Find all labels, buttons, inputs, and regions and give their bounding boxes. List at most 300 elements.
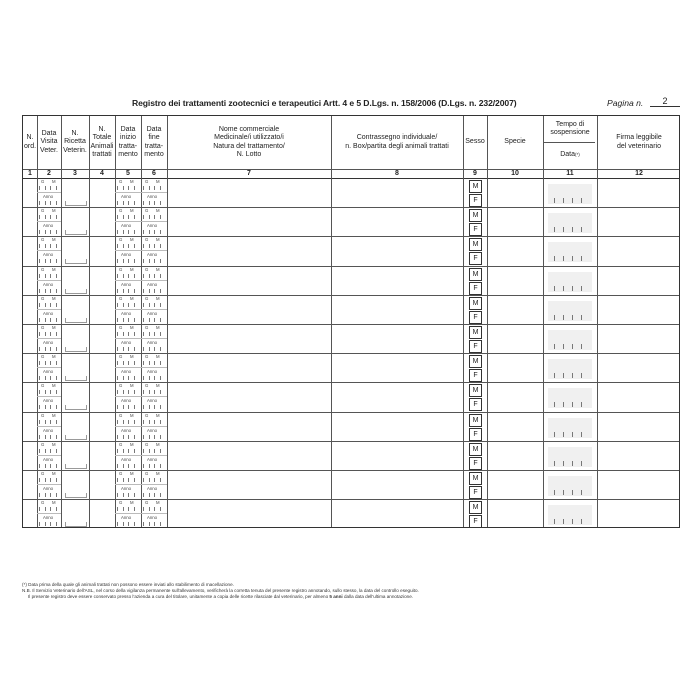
date-tick xyxy=(143,318,144,322)
sex-male-box[interactable]: M xyxy=(469,414,482,427)
month-label: M xyxy=(130,237,134,243)
date-mid-line xyxy=(37,455,61,456)
date-tick xyxy=(154,201,155,205)
col-header-data-sospensione xyxy=(543,142,597,169)
date-tick xyxy=(128,435,129,439)
sex-female-box[interactable]: F xyxy=(469,428,482,441)
date-tick xyxy=(45,289,46,293)
date-mid-line xyxy=(115,250,141,251)
month-label: M xyxy=(156,441,160,447)
date-tick xyxy=(117,376,118,380)
date-tick xyxy=(50,347,51,351)
date-tick xyxy=(39,507,40,511)
date-tick xyxy=(39,435,40,439)
ricetta-bracket xyxy=(65,201,87,206)
sex-female-box[interactable]: F xyxy=(469,398,482,411)
data-sospensione-sup: (*) xyxy=(575,152,580,158)
date-tick xyxy=(39,478,40,482)
date-tick xyxy=(56,507,57,511)
date-tick xyxy=(128,244,129,248)
date-tick xyxy=(134,361,135,365)
header-bottom-line xyxy=(23,169,679,170)
suspension-tick xyxy=(581,490,582,495)
date-tick xyxy=(128,347,129,351)
date-mid-line xyxy=(115,192,141,193)
date-tick xyxy=(143,435,144,439)
month-label: M xyxy=(156,266,160,272)
col-number-2: 2 xyxy=(47,170,51,177)
col-number-4: 4 xyxy=(100,170,104,177)
date-tick xyxy=(149,201,150,205)
sex-female-box[interactable]: F xyxy=(469,515,482,528)
year-label: Anno xyxy=(147,310,158,316)
sex-female-box[interactable]: F xyxy=(469,223,482,236)
col-number-6: 6 xyxy=(152,170,156,177)
day-label: G xyxy=(119,412,123,418)
date-tick xyxy=(149,478,150,482)
column-divider xyxy=(487,116,488,527)
date-mid-line xyxy=(115,338,141,339)
date-tick xyxy=(50,289,51,293)
date-tick xyxy=(128,201,129,205)
month-label: M xyxy=(130,179,134,184)
date-tick xyxy=(56,464,57,468)
suspension-tick xyxy=(563,227,564,232)
date-tick xyxy=(143,522,144,526)
date-tick xyxy=(143,186,144,190)
date-mid-line xyxy=(141,221,167,222)
date-tick xyxy=(50,449,51,453)
date-tick xyxy=(128,303,129,307)
footnote-3 xyxy=(22,594,680,600)
suspension-tick xyxy=(581,402,582,407)
suspension-tick xyxy=(554,519,555,524)
suspension-tick xyxy=(581,461,582,466)
date-tick xyxy=(39,390,40,394)
date-tick xyxy=(117,259,118,263)
sex-male-box[interactable]: M xyxy=(469,443,482,456)
date-tick xyxy=(117,405,118,409)
date-mid-line xyxy=(141,513,167,514)
year-label: Anno xyxy=(147,369,158,375)
sex-male-box[interactable]: M xyxy=(469,501,482,514)
month-label: M xyxy=(130,266,134,272)
date-tick xyxy=(50,201,51,205)
ricetta-bracket xyxy=(65,259,87,264)
date-mid-line xyxy=(141,367,167,368)
date-mid-line xyxy=(141,280,167,281)
year-label: Anno xyxy=(43,427,54,433)
column-divider xyxy=(37,116,38,527)
ricetta-bracket xyxy=(65,493,87,498)
date-tick xyxy=(128,507,129,511)
date-tick xyxy=(143,361,144,365)
date-tick xyxy=(39,274,40,278)
suspension-tick xyxy=(563,344,564,349)
column-divider xyxy=(597,116,598,527)
col-number-9: 9 xyxy=(473,170,477,177)
title-row xyxy=(22,98,680,112)
column-divider xyxy=(61,116,62,527)
day-label: G xyxy=(119,266,123,272)
date-tick xyxy=(50,435,51,439)
date-tick xyxy=(117,230,118,234)
register-title: Registro dei trattamenti zootecnici e terapeutici Artt. 4 e 5 D.Lgs. n. 158/2006 (D.Lgs. n. 232/2007) xyxy=(132,98,517,108)
suspension-tick xyxy=(572,344,573,349)
ricetta-bracket xyxy=(65,435,87,440)
date-tick xyxy=(39,361,40,365)
month-label: M xyxy=(52,295,56,301)
date-tick xyxy=(154,230,155,234)
footnotes xyxy=(22,582,680,601)
date-tick xyxy=(160,215,161,219)
date-tick xyxy=(50,332,51,336)
sex-female-box[interactable]: F xyxy=(469,311,482,324)
date-tick xyxy=(154,318,155,322)
day-label: G xyxy=(119,179,123,184)
date-tick xyxy=(56,186,57,190)
day-label: G xyxy=(41,441,45,447)
date-tick xyxy=(117,318,118,322)
date-tick xyxy=(45,420,46,424)
month-label: M xyxy=(156,412,160,418)
date-tick xyxy=(56,244,57,248)
sex-male-box[interactable]: M xyxy=(469,326,482,339)
date-tick xyxy=(39,289,40,293)
date-tick xyxy=(134,201,135,205)
date-tick xyxy=(39,318,40,322)
date-tick xyxy=(149,244,150,248)
suspension-tick xyxy=(581,198,582,203)
sex-male-box[interactable]: M xyxy=(469,355,482,368)
date-tick xyxy=(117,420,118,424)
date-tick xyxy=(39,215,40,219)
year-label: Anno xyxy=(121,281,132,287)
ricetta-bracket xyxy=(65,289,87,294)
date-tick xyxy=(134,332,135,336)
date-mid-line xyxy=(115,221,141,222)
suspension-tick xyxy=(563,315,564,320)
col-header-contrassegno: Contrassegno individuale/ n. Box/partita degli animali trattati xyxy=(345,134,449,150)
sex-male-box[interactable]: M xyxy=(469,472,482,485)
day-label: G xyxy=(145,237,149,243)
date-tick xyxy=(160,464,161,468)
col-header-firma: Firma leggibile del veterinario xyxy=(616,134,662,150)
page-number-field[interactable]: 2 xyxy=(650,96,680,107)
date-tick xyxy=(160,493,161,497)
date-tick xyxy=(45,435,46,439)
date-tick xyxy=(123,230,124,234)
date-tick xyxy=(45,215,46,219)
date-tick xyxy=(160,274,161,278)
date-tick xyxy=(45,332,46,336)
suspension-tick xyxy=(572,519,573,524)
date-tick xyxy=(117,478,118,482)
date-mid-line xyxy=(37,309,61,310)
suspension-tick xyxy=(554,198,555,203)
suspension-tick xyxy=(572,461,573,466)
date-tick xyxy=(134,244,135,248)
date-tick xyxy=(154,259,155,263)
month-label: M xyxy=(130,471,134,476)
date-tick xyxy=(128,361,129,365)
date-tick xyxy=(56,361,57,365)
year-label: Anno xyxy=(121,515,132,521)
date-tick xyxy=(134,405,135,409)
day-label: G xyxy=(145,412,149,418)
suspension-tick xyxy=(563,432,564,437)
date-tick xyxy=(56,230,57,234)
sex-male-box[interactable]: M xyxy=(469,384,482,397)
sex-male-box[interactable]: M xyxy=(469,268,482,281)
date-tick xyxy=(128,274,129,278)
date-tick xyxy=(39,522,40,526)
date-tick xyxy=(160,478,161,482)
date-mid-line xyxy=(141,484,167,485)
suspension-tick xyxy=(572,315,573,320)
month-label: M xyxy=(130,441,134,447)
suspension-tick xyxy=(581,519,582,524)
date-tick xyxy=(123,449,124,453)
sex-female-box[interactable]: F xyxy=(469,457,482,470)
date-mid-line xyxy=(141,455,167,456)
suspension-tick xyxy=(554,373,555,378)
date-tick xyxy=(143,478,144,482)
footnote-1: (*) Data prima della quale gli animali trattati non possono essere inviati allo stabilimento di macellazione. xyxy=(22,582,234,587)
sex-male-box[interactable]: M xyxy=(469,238,482,251)
col-header-data-fine: Data fine tratta- mento xyxy=(144,126,164,158)
date-tick xyxy=(45,201,46,205)
month-label: M xyxy=(156,295,160,301)
col-header-ricetta: N. Ricetta Veterin. xyxy=(63,130,87,154)
date-tick xyxy=(149,230,150,234)
date-tick xyxy=(134,259,135,263)
date-tick xyxy=(149,390,150,394)
date-tick xyxy=(160,507,161,511)
suspension-tick xyxy=(554,490,555,495)
date-tick xyxy=(143,230,144,234)
date-tick xyxy=(39,420,40,424)
day-label: G xyxy=(41,208,45,214)
column-divider xyxy=(463,116,464,527)
date-tick xyxy=(123,376,124,380)
date-tick xyxy=(154,186,155,190)
date-mid-line xyxy=(115,484,141,485)
date-tick xyxy=(123,390,124,394)
suspension-tick xyxy=(554,461,555,466)
date-tick xyxy=(128,464,129,468)
date-tick xyxy=(123,332,124,336)
month-label: M xyxy=(156,500,160,506)
date-tick xyxy=(134,347,135,351)
date-tick xyxy=(143,274,144,278)
date-tick xyxy=(123,259,124,263)
ricetta-bracket xyxy=(65,376,87,381)
date-tick xyxy=(50,464,51,468)
register-sheet xyxy=(22,96,680,600)
suspension-tick xyxy=(563,286,564,291)
date-mid-line xyxy=(37,280,61,281)
day-label: G xyxy=(145,500,149,506)
year-label: Anno xyxy=(121,194,132,199)
date-tick xyxy=(160,376,161,380)
month-label: M xyxy=(52,441,56,447)
date-tick xyxy=(149,464,150,468)
date-tick xyxy=(56,478,57,482)
day-label: G xyxy=(41,383,45,389)
date-tick xyxy=(39,405,40,409)
date-tick xyxy=(45,522,46,526)
suspension-tick xyxy=(563,256,564,261)
month-label: M xyxy=(130,208,134,214)
date-tick xyxy=(128,420,129,424)
year-label: Anno xyxy=(147,340,158,345)
year-label: Anno xyxy=(43,486,54,491)
suspension-tick xyxy=(581,315,582,320)
date-tick xyxy=(154,420,155,424)
date-tick xyxy=(134,435,135,439)
sex-female-box[interactable]: F xyxy=(469,252,482,265)
year-label: Anno xyxy=(147,427,158,433)
day-label: G xyxy=(119,383,123,389)
date-mid-line xyxy=(115,513,141,514)
date-tick xyxy=(149,259,150,263)
year-label: Anno xyxy=(121,369,132,375)
sex-male-box[interactable]: M xyxy=(469,209,482,222)
date-tick xyxy=(123,464,124,468)
sex-female-box[interactable]: F xyxy=(469,340,482,353)
day-label: G xyxy=(145,354,149,360)
day-label: G xyxy=(41,500,45,506)
col-number-7: 7 xyxy=(247,170,251,177)
suspension-tick xyxy=(572,227,573,232)
date-tick xyxy=(128,230,129,234)
sex-male-box[interactable]: M xyxy=(469,297,482,310)
column-divider xyxy=(543,116,544,527)
suspension-tick xyxy=(563,519,564,524)
date-tick xyxy=(56,347,57,351)
suspension-tick xyxy=(563,373,564,378)
day-label: G xyxy=(145,441,149,447)
date-tick xyxy=(56,201,57,205)
date-tick xyxy=(134,318,135,322)
date-mid-line xyxy=(141,426,167,427)
date-tick xyxy=(56,376,57,380)
sex-female-box[interactable]: F xyxy=(469,486,482,499)
sex-female-box[interactable]: F xyxy=(469,369,482,382)
date-mid-line xyxy=(37,484,61,485)
suspension-tick xyxy=(554,402,555,407)
date-tick xyxy=(50,507,51,511)
date-tick xyxy=(160,259,161,263)
date-tick xyxy=(154,435,155,439)
date-mid-line xyxy=(115,280,141,281)
month-label: M xyxy=(156,208,160,214)
date-tick xyxy=(50,244,51,248)
date-tick xyxy=(56,303,57,307)
day-label: G xyxy=(145,383,149,389)
date-tick xyxy=(149,186,150,190)
month-label: M xyxy=(130,295,134,301)
sex-male-box[interactable]: M xyxy=(469,180,482,193)
date-tick xyxy=(117,464,118,468)
year-label: Anno xyxy=(121,486,132,491)
ricetta-bracket xyxy=(65,405,87,410)
date-mid-line xyxy=(37,338,61,339)
date-tick xyxy=(143,390,144,394)
date-tick xyxy=(39,244,40,248)
date-tick xyxy=(39,259,40,263)
date-tick xyxy=(149,303,150,307)
date-tick xyxy=(128,289,129,293)
date-tick xyxy=(143,464,144,468)
month-label: M xyxy=(52,325,56,330)
date-mid-line xyxy=(141,338,167,339)
date-tick xyxy=(154,289,155,293)
date-tick xyxy=(50,303,51,307)
date-tick xyxy=(154,493,155,497)
col-number-12: 12 xyxy=(635,170,643,177)
col-number-11: 11 xyxy=(566,170,574,177)
date-tick xyxy=(149,376,150,380)
day-label: G xyxy=(145,266,149,272)
year-label: Anno xyxy=(43,456,54,462)
date-tick xyxy=(128,318,129,322)
year-label: Anno xyxy=(147,486,158,491)
date-tick xyxy=(160,201,161,205)
sex-female-box[interactable]: F xyxy=(469,282,482,295)
date-tick xyxy=(39,376,40,380)
date-mid-line xyxy=(37,396,61,397)
date-tick xyxy=(45,259,46,263)
col-header-medicinale: Nome commerciale Medicinale/i utilizzato/i Natura del trattamento/ N. Lotto xyxy=(213,126,285,158)
date-tick xyxy=(45,478,46,482)
date-tick xyxy=(149,449,150,453)
year-label: Anno xyxy=(121,223,132,229)
date-tick xyxy=(56,259,57,263)
date-tick xyxy=(56,522,57,526)
date-tick xyxy=(154,303,155,307)
date-tick xyxy=(143,303,144,307)
date-tick xyxy=(154,244,155,248)
date-tick xyxy=(50,274,51,278)
date-tick xyxy=(134,230,135,234)
date-tick xyxy=(149,420,150,424)
date-tick xyxy=(128,405,129,409)
column-divider xyxy=(331,116,332,527)
date-tick xyxy=(39,230,40,234)
date-tick xyxy=(154,274,155,278)
date-tick xyxy=(123,318,124,322)
date-tick xyxy=(45,376,46,380)
column-divider xyxy=(167,116,168,527)
suspension-tick xyxy=(554,256,555,261)
date-mid-line xyxy=(37,367,61,368)
day-label: G xyxy=(41,354,45,360)
date-tick xyxy=(160,303,161,307)
year-label: Anno xyxy=(147,398,158,404)
date-tick xyxy=(45,390,46,394)
month-label: M xyxy=(52,383,56,389)
sex-female-box[interactable]: F xyxy=(469,194,482,207)
date-tick xyxy=(56,332,57,336)
date-tick xyxy=(39,201,40,205)
year-label: Anno xyxy=(121,252,132,258)
col-header-totale-animali: N. Totale Animali trattati xyxy=(90,126,114,158)
date-tick xyxy=(56,215,57,219)
date-tick xyxy=(123,522,124,526)
footnote-3b: 5 anni xyxy=(329,594,343,600)
